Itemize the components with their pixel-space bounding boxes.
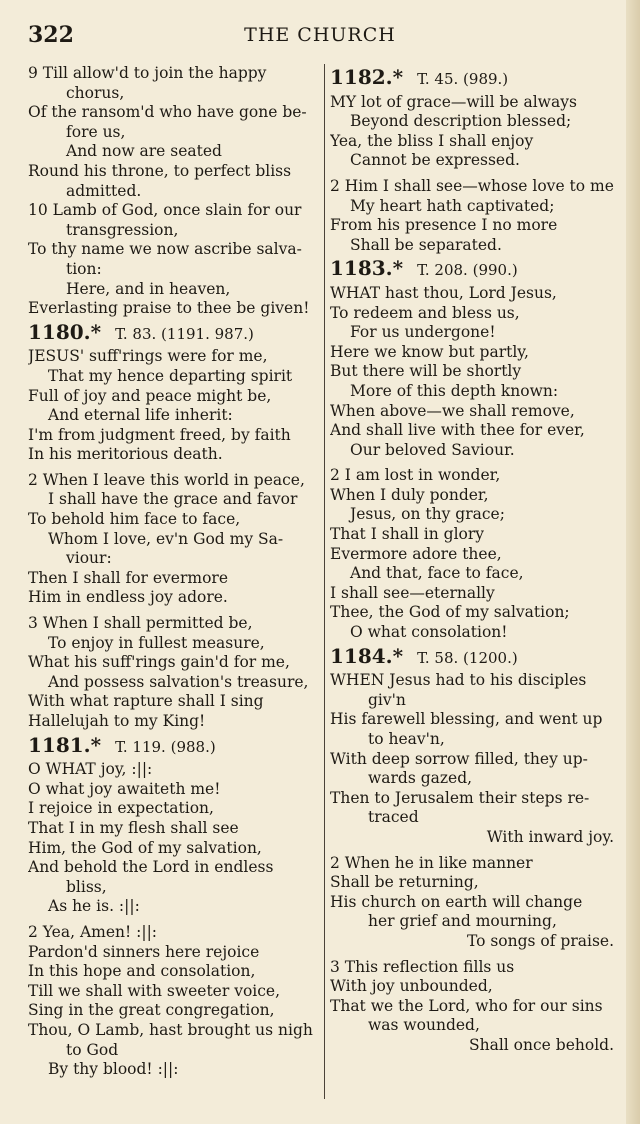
hymn-line: But there will be shortly — [330, 362, 522, 381]
hymn-line: Whom I love, ev'n God my Sa- — [48, 529, 284, 548]
hymn-heading — [28, 319, 320, 345]
hymn-tune: T. 83. (1191. 987.) — [115, 324, 254, 343]
hymn-line: Full of joy and peace might be, — [28, 386, 272, 405]
hymn-line: Everlasting praise to thee be given! — [28, 299, 310, 318]
hymn-line: Him in endless joy adore. — [28, 588, 228, 607]
hymn-number: 1183.* — [330, 256, 404, 281]
hymn-line: More of this depth known: — [350, 381, 559, 400]
page-number: 322 — [28, 22, 74, 48]
hymn-line: Round his throne, to perfect bliss — [28, 161, 292, 180]
hymn-line: To songs of praise. — [466, 931, 614, 950]
hymn-line: to heav'n, — [368, 730, 445, 748]
hymn-line: With joy unbounded, — [330, 977, 493, 996]
hymn-line: By thy blood! :||: — [48, 1060, 179, 1079]
hymn-line: And shall live with thee for ever, — [330, 421, 585, 440]
hymn-line: Jesus, on thy grace; — [350, 505, 505, 524]
hymn-line: admitted. — [66, 181, 142, 200]
hymn-line: Of the ransom'd who have gone be- — [28, 103, 307, 122]
hymn-line: His farewell blessing, and went up — [330, 710, 603, 729]
hymn-line: Evermore adore thee, — [330, 544, 502, 563]
hymn-line: Him, the God of my salvation, — [28, 838, 262, 857]
hymn-line: Our beloved Saviour. — [350, 440, 515, 459]
hymn-line: Shall once behold. — [469, 1035, 614, 1054]
hymn-line: MY lot of grace—will be always — [330, 92, 577, 111]
hymn-line: Yea, the bliss I shall enjoy — [330, 131, 534, 150]
hymn-line: Shall be returning, — [330, 873, 479, 892]
hymn-line: Shall be separated. — [350, 235, 502, 254]
hymn-line: 2 When he in like manner — [330, 853, 533, 872]
running-title: THE CHURCH — [244, 24, 396, 46]
hymn-line: To enjoy in fullest measure, — [48, 633, 265, 652]
hymn-line: And now are seated — [66, 142, 222, 161]
hymn-line: O what joy awaiteth me! — [28, 779, 221, 798]
hymn-line: 10 Lamb of God, once slain for our — [28, 201, 302, 220]
hymn-line: 9 Till allow'd to join the happy — [28, 64, 267, 82]
hymn-line: chorus, — [66, 83, 125, 102]
hymn-line: traced — [368, 808, 419, 827]
hymn-line: I rejoice in expectation, — [28, 799, 214, 818]
hymn-number: 1181.* — [28, 732, 102, 757]
hymn-line: With what rapture shall I sing — [28, 692, 264, 711]
hymn-line: fore us, — [66, 122, 126, 141]
hymn-line: her grief and mourning, — [368, 912, 557, 931]
hymn-line: Beyond description blessed; — [350, 112, 572, 131]
hymn-tune: T. 45. (989.) — [417, 70, 509, 88]
column-divider — [324, 64, 325, 1099]
hymn-line: And that, face to face, — [350, 564, 524, 583]
hymn-line: 3 This reflection fills us — [330, 957, 515, 976]
hymn-tune: T. 58. (1200.) — [417, 648, 518, 667]
hymn-line: What his suff'rings gain'd for me, — [28, 653, 290, 672]
hymn-line: That my hence departing spirit — [48, 366, 293, 385]
hymn-number: 1182.* — [330, 65, 404, 89]
hymn-line: O WHAT joy, :||: — [28, 760, 153, 779]
hymn-line: And eternal life inherit: — [48, 406, 233, 425]
right-column — [330, 64, 620, 1056]
hymn-line: I'm from judgment freed, by faith — [28, 425, 291, 444]
hymn-line: Thee, the God of my salvation; — [330, 603, 570, 622]
hymn-line: From his presence I no more — [330, 216, 558, 235]
hymn-line: Cannot be expressed. — [350, 151, 520, 170]
hymn-line: When I duly ponder, — [330, 485, 489, 504]
hymn-number: 1180.* — [28, 319, 102, 344]
hymn-line: JESUS' suff'rings were for me, — [28, 347, 268, 366]
hymn-number: 1184.* — [330, 643, 404, 668]
hymn-line: WHEN Jesus had to his disciples — [330, 671, 587, 690]
hymn-line: As he is. :||: — [48, 897, 140, 916]
hymn-line: giv'n — [368, 690, 406, 709]
hymn-line: Here we know but partly, — [330, 342, 529, 361]
hymn-line: to God — [66, 1040, 119, 1059]
hymn-line: Here, and in heaven, — [66, 279, 231, 298]
hymn-line: bliss, — [66, 877, 107, 896]
hymn-line: Sing in the great congregation, — [28, 1001, 275, 1020]
hymn-line: Till we shall with sweeter voice, — [28, 981, 281, 1000]
hymn-line: To thy name we now ascribe salva- — [28, 240, 302, 259]
hymn-line: That I in my flesh shall see — [28, 818, 239, 837]
hymn-line: transgression, — [66, 220, 179, 239]
hymn-line: For us undergone! — [350, 323, 496, 342]
hymn-tune: T. 119. (988.) — [115, 737, 216, 756]
page-edge — [626, 0, 640, 1124]
hymn-line: My heart hath captivated; — [350, 196, 555, 215]
hymn-line: 2 Yea, Amen! :||: — [28, 922, 158, 941]
hymn-line: In this hope and consolation, — [28, 962, 256, 981]
hymn-heading — [28, 732, 320, 758]
hymn-line: And possess salvation's treasure, — [48, 672, 309, 691]
hymn-line: Then to Jerusalem their steps re- — [330, 788, 590, 807]
hymn-line: 2 Him I shall see—whose love to me — [330, 176, 614, 195]
hymn-line: I shall see—eternally — [330, 583, 495, 602]
hymn-line: 2 I am lost in wonder, — [330, 466, 501, 485]
hymn-line: I shall have the grace and favor — [48, 490, 298, 509]
hymn-line: When above—we shall remove, — [330, 401, 575, 420]
hymn-line: viour: — [66, 549, 112, 568]
left-column — [28, 64, 320, 1080]
hymn-line: Pardon'd sinners here rejoice — [28, 942, 260, 961]
hymn-line: To redeem and bless us, — [330, 303, 520, 322]
hymn-tune: T. 208. (990.) — [417, 261, 518, 280]
hymn-line: In his meritorious death. — [28, 445, 223, 464]
hymn-line: With inward joy. — [486, 827, 614, 846]
hymn-line: O what consolation! — [350, 623, 508, 642]
hymn-line: To behold him face to face, — [28, 510, 241, 529]
hymn-line: Thou, O Lamb, hast brought us nigh — [28, 1020, 313, 1039]
hymn-line: With deep sorrow filled, they up- — [330, 749, 588, 768]
hymn-line: 2 When I leave this world in peace, — [28, 470, 305, 489]
hymn-line: wards gazed, — [368, 769, 473, 788]
hymn-heading — [330, 65, 620, 90]
hymn-heading — [330, 643, 620, 669]
hymn-line: 3 When I shall permitted be, — [28, 614, 253, 633]
hymn-line: WHAT hast thou, Lord Jesus, — [330, 283, 557, 302]
hymn-line: Then I shall for evermore — [28, 568, 229, 587]
hymn-line: And behold the Lord in endless — [28, 858, 274, 877]
hymn-line: His church on earth will change — [330, 892, 583, 911]
hymn-heading — [330, 256, 620, 281]
hymn-line: was wounded, — [368, 1016, 480, 1035]
hymn-line: That we the Lord, who for our sins — [330, 996, 603, 1015]
hymn-line: tion: — [66, 259, 102, 278]
hymn-line: Hallelujah to my King! — [28, 712, 206, 730]
hymn-line: That I shall in glory — [330, 525, 485, 544]
page-header — [28, 22, 612, 52]
